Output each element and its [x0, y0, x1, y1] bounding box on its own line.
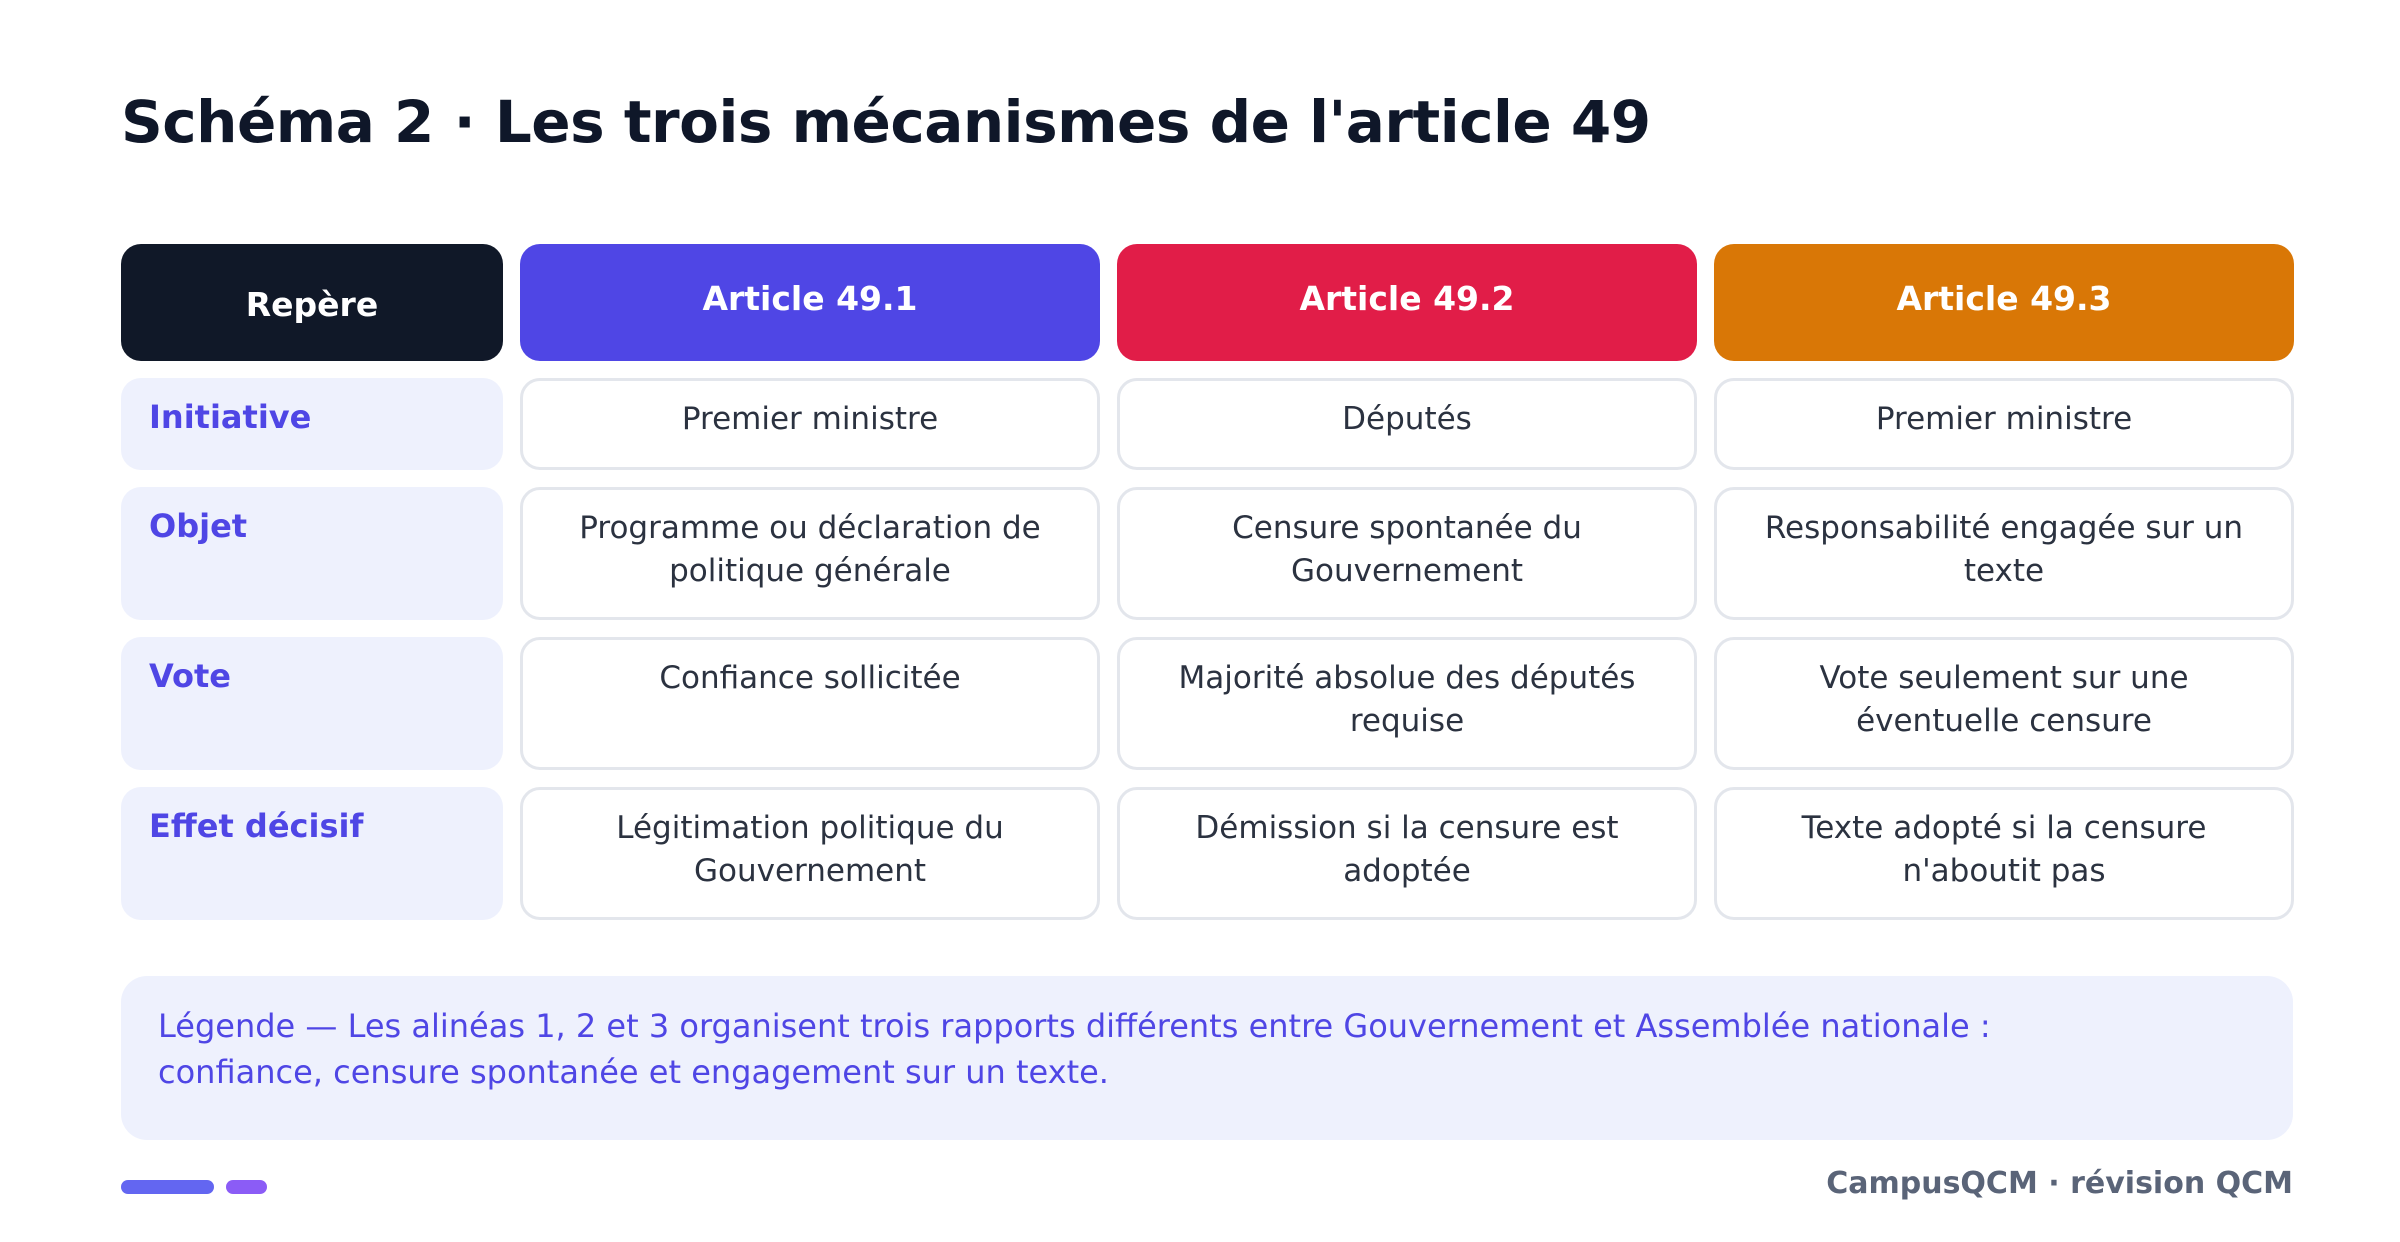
accent-pill-1	[121, 1180, 214, 1194]
footer-brand: CampusQCM · révision QCM	[1826, 1166, 2293, 1201]
legend-text: Légende — Les alinéas 1, 2 et 3 organisent trois rapports différents entre Gouvernement et Assemblée nationale : confiance, censure spontanée et engagement sur un texte.	[158, 1007, 1991, 1091]
accent-pill-2	[226, 1180, 267, 1194]
cell-initiative-49-2: Députés	[1117, 378, 1697, 470]
cell-initiative-49-1: Premier ministre	[520, 378, 1100, 470]
row-label-initiative: Initiative	[121, 378, 503, 470]
header-repere: Repère	[121, 244, 503, 361]
cell-effet-49-3: Texte adopté si la censure n'aboutit pas	[1714, 787, 2294, 920]
cell-effet-49-2: Démission si la censure est adoptée	[1117, 787, 1697, 920]
header-article-49-2: Article 49.2	[1117, 244, 1697, 361]
legend-box	[121, 976, 2293, 1140]
row-label-objet: Objet	[121, 487, 503, 620]
cell-objet-49-2: Censure spontanée du Gouvernement	[1117, 487, 1697, 620]
cell-vote-49-1: Confiance sollicitée	[520, 637, 1100, 770]
cell-objet-49-3: Responsabilité engagée sur un texte	[1714, 487, 2294, 620]
header-article-49-1: Article 49.1	[520, 244, 1100, 361]
cell-effet-49-1: Légitimation politique du Gouvernement	[520, 787, 1100, 920]
mechanisms-table	[121, 244, 2284, 920]
cell-vote-49-3: Vote seulement sur une éventuelle censure	[1714, 637, 2294, 770]
page-title: Schéma 2 · Les trois mécanismes de l'article 49	[121, 88, 1651, 156]
cell-objet-49-1: Programme ou déclaration de politique générale	[520, 487, 1100, 620]
row-label-vote: Vote	[121, 637, 503, 770]
header-article-49-3: Article 49.3	[1714, 244, 2294, 361]
cell-initiative-49-3: Premier ministre	[1714, 378, 2294, 470]
cell-vote-49-2: Majorité absolue des députés requise	[1117, 637, 1697, 770]
row-label-effet-decisif: Effet décisif	[121, 787, 503, 920]
